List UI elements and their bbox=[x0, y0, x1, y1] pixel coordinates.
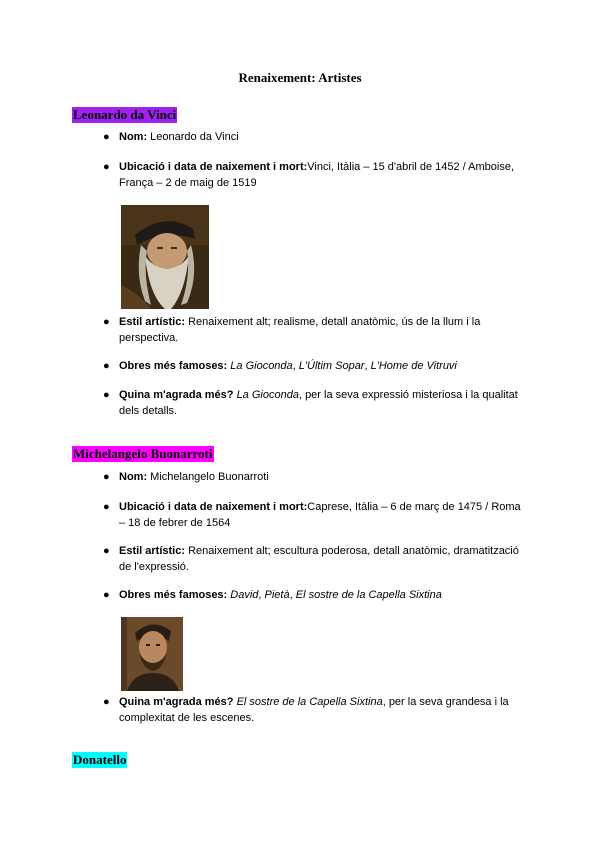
michelangelo-fav-item bbox=[119, 694, 529, 726]
work-title: L'Home de Vitruvi bbox=[370, 360, 457, 372]
work-title: L'Últim Sopar bbox=[298, 360, 365, 372]
michelangelo-works-item: Obres més famoses: David, Pietà, El sostre de la Capella Sixtina bbox=[119, 589, 442, 601]
name-value: Leonardo da Vinci bbox=[147, 131, 239, 143]
bullet: ● bbox=[103, 545, 110, 557]
leonardo-portrait-image bbox=[121, 205, 209, 309]
heading-donatello: Donatello bbox=[73, 752, 127, 767]
bullet: ● bbox=[103, 316, 110, 328]
bullet: ● bbox=[103, 360, 110, 372]
fav-label: Quina m'agrada més? bbox=[119, 696, 234, 708]
document-title: Renaixement: Artistes bbox=[238, 70, 362, 85]
fav-reason: , per la seva expressió misteriosa i la qualitat dels detalls. bbox=[119, 389, 518, 417]
work-title: La Gioconda bbox=[230, 360, 293, 372]
michelangelo-name-item bbox=[119, 469, 529, 485]
bullet: ● bbox=[103, 471, 110, 483]
fav-work: El sostre de la Capella Sixtina bbox=[236, 696, 383, 708]
birth-label: Ubicació i data de naixement i mort: bbox=[119, 501, 308, 513]
bullet: ● bbox=[103, 589, 110, 601]
style-label: Estil artístic: bbox=[119, 545, 186, 557]
work-title: Pietà bbox=[264, 589, 290, 601]
birth-value: Vinci, Itàlia – 15 d'abril de 1452 / Amboise, França – 2 de maig de 1519 bbox=[119, 161, 515, 189]
leonardo-style-item bbox=[119, 314, 529, 346]
heading-leonardo: Leonardo da Vinci bbox=[73, 107, 177, 122]
fav-label: Quina m'agrada més? bbox=[119, 389, 234, 401]
birth-value: Caprese, Itàlia – 6 de març de 1475 / Roma – 18 de febrer de 1564 bbox=[119, 501, 521, 529]
works-label: Obres més famoses: bbox=[119, 589, 228, 601]
bullet: ● bbox=[103, 389, 110, 401]
leonardo-name-item bbox=[119, 129, 529, 145]
name-value: Michelangelo Buonarroti bbox=[147, 471, 269, 483]
bullet: ● bbox=[103, 696, 110, 708]
style-label: Estil artístic: bbox=[119, 316, 186, 328]
fav-work: La Gioconda bbox=[236, 389, 299, 401]
bullet: ● bbox=[103, 161, 110, 173]
style-value: Renaixement alt; realisme, detall anatòmic, ús de la llum i la perspectiva. bbox=[119, 316, 481, 344]
birth-label: Ubicació i data de naixement i mort: bbox=[119, 161, 308, 173]
work-title: El sostre de la Capella Sixtina bbox=[295, 589, 442, 601]
michelangelo-portrait bbox=[121, 617, 183, 691]
leonardo-works-item: Obres més famoses: La Gioconda, L'Últim Sopar, L'Home de Vitruvi bbox=[119, 360, 457, 372]
fav-reason: , per la seva grandesa i la complexitat de les escenes. bbox=[119, 696, 509, 724]
heading-michelangelo: Michelangelo Buonarroti bbox=[73, 446, 213, 461]
name-label: Nom: bbox=[119, 131, 148, 143]
michelangelo-birth-item bbox=[119, 499, 529, 531]
bullet: ● bbox=[103, 501, 110, 513]
leonardo-fav-item bbox=[119, 387, 529, 419]
style-value: Renaixement alt; escultura poderosa, detall anatòmic, dramatització de l'expressió. bbox=[119, 545, 519, 573]
work-title: David bbox=[230, 589, 259, 601]
name-label: Nom: bbox=[119, 471, 148, 483]
bullet: ● bbox=[103, 131, 110, 143]
michelangelo-portrait-image bbox=[121, 617, 183, 691]
michelangelo-style-item bbox=[119, 543, 529, 575]
leonardo-birth-item bbox=[119, 159, 529, 191]
works-label: Obres més famoses: bbox=[119, 360, 228, 372]
leonardo-portrait bbox=[121, 205, 209, 309]
